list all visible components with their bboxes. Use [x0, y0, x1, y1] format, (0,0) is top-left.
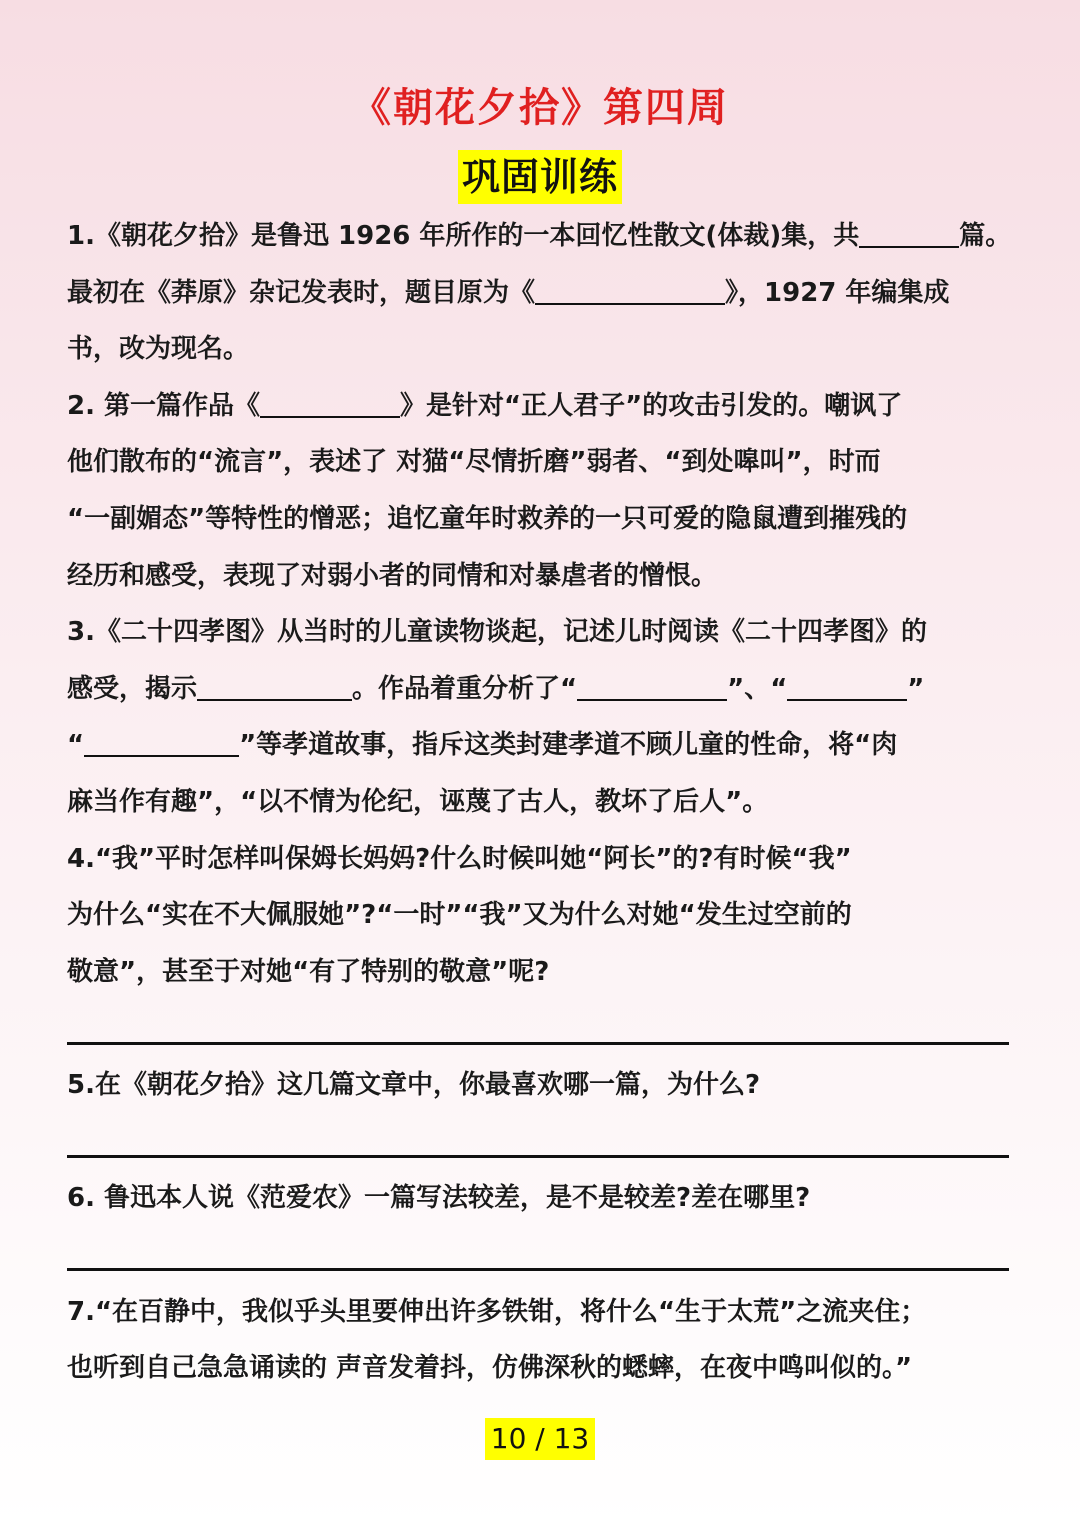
page-title: 《朝花夕拾》第四周 — [351, 85, 729, 131]
answer-blank[interactable] — [577, 669, 727, 701]
page-indicator: 10 / 13 — [485, 1418, 596, 1460]
answer-blank[interactable] — [859, 216, 959, 248]
q1-line-2: 最初在《莽原》杂记发表时，题目原为《 》，1927 年编集成 — [67, 265, 1017, 322]
q6-text: 6. 鲁迅本人说《范爱农》一篇写法较差，是不是较差?差在哪里? — [67, 1183, 811, 1213]
q2-line-2: 他们散布的“流言”，表述了 对猫“尽情折磨”弱者、“到处嗥叫”，时而 — [67, 447, 881, 478]
answer-blank[interactable] — [787, 669, 907, 701]
answer-blank[interactable] — [84, 725, 239, 757]
q7-line-1: 7.“在百静中，我似乎头里要伸出许多铁钳，将什么“生于太荒”之流夹住； — [67, 1297, 927, 1327]
q4-line-1: 4.“我”平时怎样叫保姆长妈妈?什么时候叫她“阿长”的?有时候“我” — [67, 843, 852, 874]
q4-line-3: 敬意”，甚至于对她“有了特别的敬意”呢? — [67, 956, 550, 987]
q2-line-3: “一副媚态”等特性的憎恶；追忆童年时救养的一只可爱的隐鼠遭到摧残的 — [67, 503, 908, 534]
questions-body — [67, 208, 1017, 1000]
q4-line-2: 为什么“实在不大佩服她”?“一时”“我”又为什么对她“发生过空前的 — [67, 900, 852, 931]
q3-line-3: “ ”等孝道故事，指斥这类封建孝道不顾儿童的性命，将“肉 — [67, 717, 1017, 774]
q3-line-1: 3.《二十四孝图》从当时的儿童读物谈起，记述儿时阅读《二十四孝图》的 — [67, 617, 927, 648]
page-subtitle: 巩固训练 — [458, 150, 622, 204]
q5-text: 5.在《朝花夕拾》这几篇文章中，你最喜欢哪一篇，为什么? — [67, 1070, 761, 1100]
q1-line-3: 书，改为现名。 — [67, 334, 250, 365]
q1-line-1: 1.《朝花夕拾》是鲁迅 1926 年所作的一本回忆性散文(体裁)集，共 篇。 — [67, 208, 1017, 265]
q2-line-4: 经历和感受，表现了对弱小者的同情和对暴虐者的憎恨。 — [67, 560, 718, 591]
q3-line-4: 麻当作有趣”，“以不情为伦纪，诬蔑了古人，教坏了后人”。 — [67, 786, 769, 817]
q7-line-2: 也听到自己急急诵读的 声音发着抖，仿佛深秋的蟋蟀，在夜中鸣叫似的。” — [67, 1353, 913, 1383]
answer-line[interactable] — [67, 1268, 1009, 1271]
answer-line[interactable] — [67, 1042, 1009, 1045]
q2-line-1: 2. 第一篇作品《 》是针对“正人君子”的攻击引发的。嘲讽了 — [67, 378, 1017, 435]
answer-line[interactable] — [67, 1155, 1009, 1158]
q3-line-2: 感受，揭示 。作品着重分析了“ ”、“ ” — [67, 661, 1017, 718]
answer-blank[interactable] — [535, 273, 725, 305]
answer-blank[interactable] — [260, 386, 400, 418]
answer-blank[interactable] — [197, 669, 352, 701]
